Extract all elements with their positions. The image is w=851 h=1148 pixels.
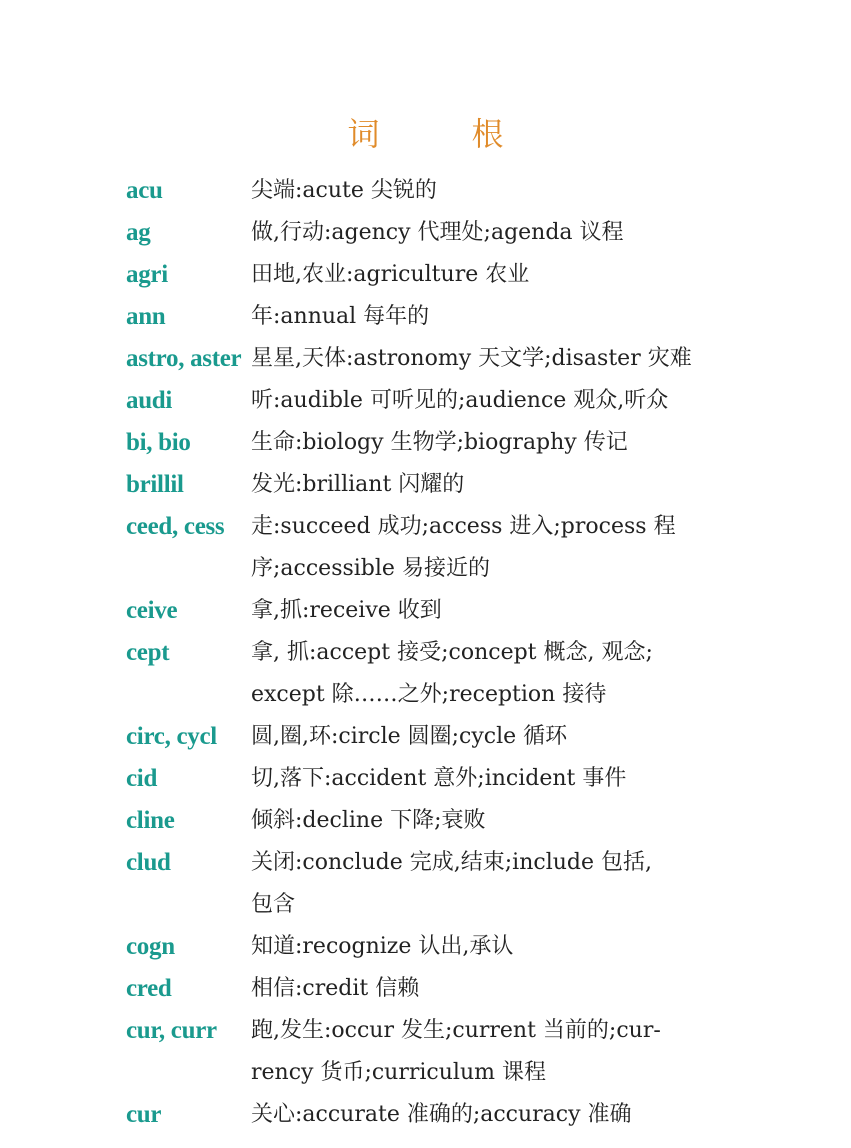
root-entry bbox=[0, 380, 851, 422]
root-entry bbox=[0, 842, 851, 926]
root-definition bbox=[251, 170, 731, 212]
word-root-list bbox=[0, 170, 851, 1136]
root-entry bbox=[0, 1094, 851, 1136]
root-entry bbox=[0, 338, 851, 380]
root-definition bbox=[251, 380, 731, 422]
definition-line: 序;accessible 易接近的 bbox=[251, 556, 490, 581]
definition-line: 星星,天体:astronomy 天文学;disaster 灾难 bbox=[251, 346, 692, 371]
word-root: bi, bio bbox=[126, 429, 191, 456]
root-entry bbox=[0, 296, 851, 338]
root-definition bbox=[251, 590, 731, 632]
definition-line: 知道:recognize 认出,承认 bbox=[251, 934, 514, 959]
root-definition bbox=[251, 842, 731, 926]
root-entry bbox=[0, 254, 851, 296]
word-root: audi bbox=[126, 387, 173, 414]
word-root: cid bbox=[126, 765, 158, 792]
root-entry bbox=[0, 590, 851, 632]
definition-line: 生命:biology 生物学;biography 传记 bbox=[251, 430, 628, 455]
definition-line: 相信:credit 信赖 bbox=[251, 976, 420, 1001]
definition-line: 倾斜:decline 下降;衰败 bbox=[251, 808, 486, 833]
definition-line: 切,落下:accident 意外;incident 事件 bbox=[251, 766, 627, 791]
definition-line: 关心:accurate 准确的;accuracy 准确 bbox=[251, 1102, 632, 1127]
root-entry bbox=[0, 422, 851, 464]
root-definition bbox=[251, 632, 731, 716]
root-entry bbox=[0, 464, 851, 506]
definition-line: 尖端:acute 尖锐的 bbox=[251, 178, 437, 203]
word-root: cred bbox=[126, 975, 172, 1002]
definition-line: 拿, 抓:accept 接受;concept 概念, 观念; bbox=[251, 640, 653, 665]
root-entry bbox=[0, 1010, 851, 1094]
root-definition bbox=[251, 422, 731, 464]
root-entry bbox=[0, 632, 851, 716]
definition-line: 拿,抓:receive 收到 bbox=[251, 598, 442, 623]
root-definition bbox=[251, 506, 731, 590]
root-entry bbox=[0, 758, 851, 800]
word-root: cept bbox=[126, 639, 170, 666]
root-definition bbox=[251, 968, 731, 1010]
root-definition bbox=[251, 800, 731, 842]
root-definition bbox=[251, 464, 731, 506]
word-root: ceive bbox=[126, 597, 178, 624]
root-entry bbox=[0, 170, 851, 212]
root-entry bbox=[0, 506, 851, 590]
definition-line: 听:audible 可听见的;audience 观众,听众 bbox=[251, 388, 669, 413]
root-definition bbox=[251, 212, 731, 254]
word-root: ann bbox=[126, 303, 166, 330]
definition-line: 跑,发生:occur 发生;current 当前的;cur- bbox=[251, 1018, 661, 1043]
page-title: 词 根 bbox=[347, 115, 534, 153]
word-root: astro, aster bbox=[126, 345, 242, 372]
root-entry bbox=[0, 800, 851, 842]
word-root: cur, curr bbox=[126, 1017, 217, 1044]
word-root: cur bbox=[126, 1101, 162, 1128]
root-definition bbox=[251, 296, 731, 338]
root-definition bbox=[251, 758, 731, 800]
root-definition bbox=[251, 1010, 731, 1094]
root-entry bbox=[0, 926, 851, 968]
root-entry bbox=[0, 716, 851, 758]
root-definition bbox=[251, 926, 731, 968]
definition-line: 包含 bbox=[251, 892, 296, 917]
definition-line: 圆,圈,环:circle 圆圈;cycle 循环 bbox=[251, 724, 568, 749]
word-root: ceed, cess bbox=[126, 513, 225, 540]
definition-line: 发光:brilliant 闪耀的 bbox=[251, 472, 465, 497]
root-entry bbox=[0, 968, 851, 1010]
definition-line: 年:annual 每年的 bbox=[251, 304, 430, 329]
word-root: brillil bbox=[126, 471, 184, 498]
word-root: agri bbox=[126, 261, 168, 288]
word-root: clud bbox=[126, 849, 171, 876]
definition-line: 做,行动:agency 代理处;agenda 议程 bbox=[251, 220, 624, 245]
definition-line: 关闭:conclude 完成,结束;include 包括, bbox=[251, 850, 652, 875]
root-entry bbox=[0, 212, 851, 254]
root-definition bbox=[251, 254, 731, 296]
definition-line: rency 货币;curriculum 课程 bbox=[251, 1060, 546, 1085]
root-definition bbox=[251, 716, 731, 758]
definition-line: 走:succeed 成功;access 进入;process 程 bbox=[251, 514, 676, 539]
word-root: circ, cycl bbox=[126, 723, 217, 750]
word-root: cogn bbox=[126, 933, 175, 960]
word-root: acu bbox=[126, 177, 163, 204]
root-definition bbox=[251, 338, 731, 380]
word-root: ag bbox=[126, 219, 151, 246]
word-root: cline bbox=[126, 807, 175, 834]
definition-line: 田地,农业:agriculture 农业 bbox=[251, 262, 530, 287]
root-definition bbox=[251, 1094, 731, 1136]
definition-line: except 除……之外;reception 接待 bbox=[251, 682, 607, 707]
